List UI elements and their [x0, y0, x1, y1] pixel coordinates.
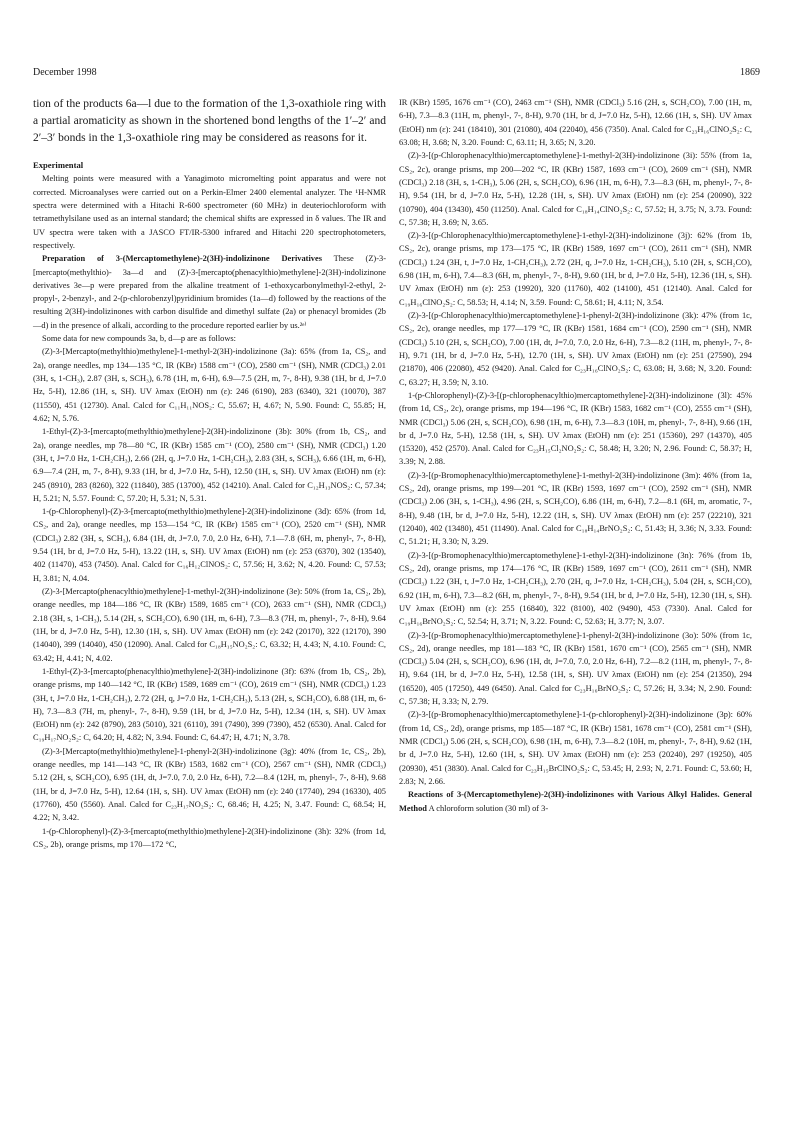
experimental-paragraph: Melting points were measured with a Yanagimoto micromelting point apparatus and were not corrected. Microanalyses were carried out on a Perkin-Elmer 2400 elemental analyzer. The ¹H-NMR spectra were determined with a Hitachi R-600 spectrometer (60 MHz) in deuteriochloroform with tetramethylsilane used as an internal standard; the chemical shifts are expressed in δ values. The IR and UV spectra were taken with a JASCO FT/IR-5300 infrared and Hitachi 220 spectrophotometers, respectively.: [33, 174, 386, 250]
compound-3h-continued: IR (KBr) 1595, 1676 cm⁻¹ (CO), 2463 cm⁻¹ (SH), NMR (CDCl₃) 5.16 (2H, s, SCH₂CO), 7.00 (1H, m, 6-H), 7.3—8.3 (11H, m, phenyl-, 7-, 8-H), 9.70 (1H, br d, J=7.0 Hz, 5-H), 12.66 (1H, s, SH). UV λmax (EtOH) nm (ε): 241 (18410), 301 (21080), 404 (22040), 456 (7350). Anal. Calcd for C₂₃H₁₆ClNO₂S₂: C, 63.08; H, 3.68; N, 3.20. Found: C, 63.11; H, 3.65; N, 3.20.: [399, 98, 752, 147]
preparation-heading: Preparation of 3-(Mercaptomethylene)-2(3H)-indolizinone Derivatives: [42, 254, 322, 264]
compound-3p-paragraph: (Z)-3-[(p-Bromophenacylthio)mercaptomethylene]-1-(p-chlorophenyl)-2(3H)-indolizinone (3p): 60% (from 1d, CS₂, 2d), orange prisms, mp 185—187 °C, IR (KBr) 1581, 1678 cm⁻¹ (CO), 2581 cm⁻¹ (SH), NMR (CDCl₃) 5.06 (2H, s, SCH₂CO), 6.98 (1H, m, 6-H), 7.3—8.2 (10H, m, phenyl-, 7-, 8-H), 9.62 (1H, br d, J=7.0 Hz, 5-H), 12.60 (1H, s, SH). UV λmax (EtOH) nm (ε): 253 (20240), 297 (19250), 405 (20930), 451 (3830). Anal. Calcd for C₂₃H₁₅BrClNO₂S₂: C, 53.45; H, 2.93; N, 2.71. Found: C, 53.60; H, 2.83; N, 2.66.: [399, 710, 752, 786]
compound-3o-paragraph: (Z)-3-[(p-Bromophenacylthio)mercaptomethylene]-1-phenyl-2(3H)-indolizinone (3o): 50% (from 1c, CS₂, 2d), orange needles, mp 181—183 °C, IR (KBr) 1581, 1670 cm⁻¹ (CO), 2565 cm⁻¹ (SH), NMR (CDCl₃) 5.04 (2H, s, SCH₂CO), 6.96 (1H, dt, J=7.0, 7.0, 2.0 Hz, 6-H), 7.2—8.2 (11H, m, phenyl-, 7-, 8-H), 9.64 (1H, br d, J=7.0 Hz, 5-H), 12.58 (1H, s, SH). UV λmax (EtOH) nm (ε): 254 (21350), 294 (16520), 405 (17250), 449 (6450). Anal. Calcd for C₂₃H₁₆BrNO₂S₂: C, 57.26; H, 3.34; N, 2.90. Found: C, 57.38; H, 3.33; N, 2.79.: [399, 630, 752, 707]
right-column: [399, 96, 752, 815]
compound-3f-paragraph: 1-Ethyl-(Z)-3-[mercapto(phenacylthio)methylene]-2(3H)-indolizinone (3f): 63% (from 1b, CS₂, 2b), orange prisms, mp 140—142 °C, IR (KBr) 1589, 1689 cm⁻¹ (CO), 2619 cm⁻¹ (SH), NMR (CDCl₃) 1.23 (3H, t, J=7.0 Hz, 1-CH₂CH₃), 2.72 (2H, q, J=7.0 Hz, 1-CH₂CH₃), 5.13 (2H, s, SCH₂CO), 6.88 (1H, m, 6-H), 7.3—8.3 (7H, m, phenyl-, 7-, 8-H), 9.59 (1H, br d, J=7.0 Hz, 5-H), 12.34 (1H, s, SH). UV λmax (EtOH) nm (ε): 242 (8790), 283 (5010), 321 (6110), 391 (7490), 399 (7390), 452 (6530). Anal. Calcd for C₁₉H₁₇NO₂S₂: C, 64.20; H, 4.82; N, 3.94. Found: C, 64.47; H, 4.71; N, 3.78.: [33, 666, 386, 743]
running-header-date: December 1998: [33, 67, 97, 78]
compound-3l-paragraph: 1-(p-Chlorophenyl)-(Z)-3-[(p-chlorophenacylthio)mercaptomethylene]-2(3H)-indolizinone (3l): 45% (from 1d, CS₂, 2c), orange prisms, mp 194—196 °C, IR (KBr) 1583, 1682 cm⁻¹ (CO), 2555 cm⁻¹ (SH), NMR (CDCl₃) 5.06 (2H, s, SCH₂CO), 6.98 (1H, m, 6-H), 7.3—8.3 (10H, m, phenyl-, 7-, 8-H), 9.66 (1H, br d, J=7.0 Hz, 5-H), 12.58 (1H, s, SH). UV λmax (EtOH) nm (ε): 251 (15360), 297 (14370), 405 (15320), 452 (2570). Anal. Calcd for C₂₃H₁₅Cl₂NO₂S₂: C, 58.48; H, 3.20; N, 2.96. Found: C, 58.37; H, 3.39; N, 2.88.: [399, 390, 752, 467]
experimental-heading: Experimental: [33, 160, 84, 170]
compound-3d-paragraph: 1-(p-Chlorophenyl)-(Z)-3-[mercapto(methylthio)methylene]-2(3H)-indolizinone (3d): 65% (from 1d, CS₂, and 2a), orange needles, mp 153—154 °C, IR (KBr) 1585 cm⁻¹ (CO), 2520 cm⁻¹ (SH), NMR (CDCl₃) 2.82 (3H, s, SCH₃), 6.84 (1H, dt, J=7.0, 7.0, 2.0 Hz, 6-H), 7.1—7.8 (6H, m, phenyl-, 7-, 8-H), 9.54 (1H, br d, J=7.0 Hz, 5-H), 13.22 (1H, s, SH). UV λmax (EtOH) nm (ε): 253 (6370), 302 (13540), 402 (11470), 453 (7450). Anal. Calcd for C₁₆H₁₂ClNOS₂: C, 57.56; H, 3.62; N, 4.20. Found: C, 57.53; H, 3.81; N, 4.04.: [33, 507, 386, 583]
left-column: [33, 96, 386, 851]
preparation-paragraph: These (Z)-3-[mercapto(methylthio)- 3a—d and (Z)-3-[mercapto(phenacylthio)methylene]-2(3H)-indolizinone derivatives 3e—p were prepared from the alkaline treatment of 1-ethoxycarbonylmethyl-2-ethyl, 2-propyl-, 2-benzyl-, and 2-(p-chlorobenzyl)pyridinium bromides (1a—d) followed by the reactions of the resulting 2(3H)-indolizinones with carbon disulfide and dimethyl sulfate (2a) or phenacyl bromides (2b—d) in the presence of alkali, according to the procedure reported earlier by us.²ᵉ⁾: [33, 254, 386, 330]
reactions-paragraph: A chloroform solution (30 ml) of 3-: [428, 803, 549, 813]
page-number: 1869: [740, 67, 760, 78]
compound-3k-paragraph: (Z)-3-[(p-Chlorophenacylthio)mercaptomethylene]-1-phenyl-2(3H)-indolizinone (3k): 47% (from 1c, CS₂, 2c), orange needles, mp 177—179 °C, IR (KBr) 1581, 1684 cm⁻¹ (CO), 2590 cm⁻¹ (SH), NMR (CDCl₃) 5.10 (2H, s, SCH₂CO), 7.00 (1H, dt, J=7.0, 7.0, 2.0 Hz, 6-H), 7.3—8.2 (11H, m, phenyl-, 7-, 8-H), 9.71 (1H, br d, J=7.0 Hz, 5-H), 12.70 (1H, s, SH). UV λmax (EtOH) nm (ε): 251 (27590), 294 (21870), 406 (22080), 452 (9420). Anal. Calcd for C₂₃H₁₆ClNO₂S₂: C, 63.08; H, 3.68; N, 3.20. Found: C, 63.27; H, 3.59; N, 3.10.: [399, 311, 752, 387]
compound-3i-paragraph: (Z)-3-[(p-Chlorophenacylthio)mercaptomethylene]-1-methyl-2(3H)-indolizinone (3i): 55% (from 1a, CS₂, 2c), orange prisms, mp 200—202 °C, IR (KBr) 1587, 1693 cm⁻¹ (CO), 2609 cm⁻¹ (SH), NMR (CDCl₃) 2.18 (3H, s, 1-CH₃), 5.06 (2H, s, SCH₂CO), 6.96 (1H, m, 6-H), 7.3—8.3 (6H, m, phenyl-, 7-, 8-H), 9.54 (1H, br d, J=7.0 Hz, 5-H), 12.28 (1H, s, SH). UV λmax (EtOH) nm (ε): 254 (20090), 322 (10790), 404 (13430), 450 (11250). Anal. Calcd for C₁₈H₁₄ClNO₂S₂: C, 57.52; H, 3.75; N, 3.73. Found: C, 57.38; H, 3.69; N, 3.65.: [399, 151, 752, 227]
some-data-paragraph: Some data for new compounds 3a, b, d—p are as follows:: [42, 334, 236, 344]
compound-3a-paragraph: (Z)-3-[Mercapto(methylthio)methylene]-1-methyl-2(3H)-indolizinone (3a): 65% (from 1a, CS₂, and 2a), orange needles, mp 134—135 °C, IR (KBr) 1588 cm⁻¹ (CO), 2580 cm⁻¹ (SH), NMR (CDCl₃) 2.01 (3H, s, 1-CH₃), 2.87 (3H, s, SCH₃), 6.78 (1H, m, 6-H), 6.9—7.5 (2H, m, 7-, 8-H), 9.38 (1H, br d, J=7.0 Hz, 5-H), 12.86 (1H, s, SH). UV λmax (EtOH) nm (ε): 246 (6190), 283 (6340), 321 (10070), 387 (11550), 451 (12730). Anal. Calcd for C₁₁H₁₁NOS₂: C, 55.67; H, 4.67; N, 5.90. Found: C, 55.85; H, 4.62; N, 5.76.: [33, 347, 386, 423]
compound-3g-paragraph: (Z)-3-[Mercapto(methylthio)methylene]-1-phenyl-2(3H)-indolizinone (3g): 40% (from 1c, CS₂, 2b), orange needles, mp 141—143 °C, IR (KBr) 1583, 1682 cm⁻¹ (CO), 2567 cm⁻¹ (SH), NMR (CDCl₃) 5.12 (2H, s, SCH₂CO), 6.95 (1H, dt, J=7.0, 7.0, 2.0 Hz, 6-H), 7.2—8.4 (12H, m, phenyl-, 7-, 8-H), 9.68 (1H, br d, J=7.0 Hz, 5-H), 12.64 (1H, s, SH). UV λmax (EtOH) nm (ε): 240 (17740), 294 (16330), 405 (17760), 450 (5560). Anal. Calcd for C₂₃H₁₇NO₂S₂: C, 68.46; H, 4.25; N, 3.47. Found: C, 68.54; H, 4.22; N, 3.42.: [33, 746, 386, 823]
compound-3n-paragraph: (Z)-3-[(p-Bromophenacylthio)mercaptomethylene]-1-ethyl-2(3H)-indolizinone (3n): 76% (from 1b, CS₂, 2d), orange prisms, mp 174—176 °C, IR (KBr) 1589, 1697 cm⁻¹ (CO), 2611 cm⁻¹ (SH), NMR (CDCl₃) 1.22 (3H, t, J=7.0 Hz, 1-CH₂CH₃), 2.70 (2H, q, J=7.0 Hz, 1-CH₂CH₃), 5.04 (2H, s, SCH₂CO), 6.92 (1H, m, 6-H), 7.3—8.2 (6H, m, phenyl-, 7-, 8-H), 9.54 (1H, br d, J=7.0 Hz, 5-H), 12.30 (1H, s, SH). UV λmax (EtOH) nm (ε): 255 (16840), 322 (8100), 402 (9490), 453 (7330). Anal. Calcd for C₁₉H₁₆BrNO₂S₂: C, 52.54; H, 3.71; N, 3.22. Found: C, 52.63; H, 3.77; N, 3.07.: [399, 550, 752, 627]
compound-3j-paragraph: (Z)-3-[(p-Chlorophenacylthio)mercaptomethylene]-1-ethyl-2(3H)-indolizinone (3j): 62% (from 1b, CS₂, 2c), orange prisms, mp 173—175 °C, IR (KBr) 1589, 1697 cm⁻¹ (CO), 2611 cm⁻¹ (SH), NMR (CDCl₃) 1.24 (3H, t, J=7.0 Hz, 1-CH₂CH₃), 2.72 (2H, q, J=7.0 Hz, 1-CH₂CH₃), 5.10 (2H, s, SCH₂CO), 6.98 (1H, m, 6-H), 7.4—8.3 (6H, m, phenyl-, 7-, 8-H), 9.60 (1H, br d, J=7.0 Hz, 5-H), 12.36 (1H, s, SH). UV λmax (EtOH) nm (ε): 253 (19920), 320 (11760), 402 (14100), 451 (12140). Anal. Calcd for C₁₉H₁₆ClNO₂S₂: C, 58.53; H, 4.14; N, 3.59. Found: C, 58.61; H, 4.11; N, 3.54.: [399, 231, 752, 307]
compound-3e-paragraph: (Z)-3-[Mercapto(phenacylthio)methylene]-1-methyl-2(3H)-indolizinone (3e): 50% (from 1a, CS₂, 2b), orange needles, mp 184—186 °C, IR (KBr) 1589, 1685 cm⁻¹ (CO), 2633 cm⁻¹ (SH), NMR (CDCl₃) 2.18 (3H, s, 1-CH₃), 5.14 (2H, s, SCH₂CO), 6.90 (1H, m, 6-H), 7.3—8.3 (7H, m, phenyl-, 7-, 8-H), 9.64 (1H, br d, J=7.0 Hz, 5-H), 12.30 (1H, s, SH). UV λmax (EtOH) nm (ε): 242 (20170), 322 (12170), 390 (14040), 399 (14040), 450 (12090). Anal. Calcd for C₁₈H₁₅NO₂S₂: C, 63.32; H, 4.43; N, 4.10. Found: C, 63.42; H, 4.41; N, 4.02.: [33, 587, 386, 663]
compound-3m-paragraph: (Z)-3-[(p-Bromophenacylthio)mercaptomethylene]-1-methyl-2(3H)-indolizinone (3m): 46% (from 1a, CS₂, 2d), orange prisms, mp 199—201 °C, IR (KBr) 1593, 1697 cm⁻¹ (CO), 2592 cm⁻¹ (SH), NMR (CDCl₃) 2.06 (3H, s, 1-CH₃), 4.96 (2H, s, SCH₂CO), 6.86 (1H, m, 6-H), 7.2—8.1 (6H, m, aromatic, 7-, 8-H), 9.48 (1H, br d, J=7.0 Hz, 5-H), 12.22 (1H, s, SH). UV λmax (EtOH) nm (ε): 257 (22210), 321 (12040), 402 (13480), 451 (11490). Anal. Calcd for C₁₈H₁₄BrNO₂S₂: C, 51.43; H, 3.36; N, 3.33. Found: C, 51.21; H, 3.30; N, 3.29.: [399, 470, 752, 547]
compound-3b-paragraph: 1-Ethyl-(Z)-3-[mercapto(methylthio)methylene]-2(3H)-indolizinone (3b): 30% (from 1b, CS₂, and 2a), orange needles, mp 78—80 °C, IR (KBr) 1585 cm⁻¹ (CO), 2580 cm⁻¹ (SH), NMR (CDCl₃) 1.20 (3H, t, J=7.0 Hz, 1-CH₂CH₃), 2.66 (2H, q, J=7.0 Hz, 1-CH₂CH₃), 2.83 (3H, s, SCH₃), 6.66 (1H, m, 6-H), 6.9—7.4 (2H, m, 7-, 8-H), 9.33 (1H, br d, J=7.0 Hz, 5-H), 12.50 (1H, s, SH). UV λmax (EtOH) nm (ε): 245 (8910), 283 (8260), 322 (11840), 385 (13700), 452 (14210). Anal. Calcd for C₁₂H₁₃NOS₂: C, 57.34; H, 5.21; N, 5.57. Found: C, 57.20; H, 5.31; N, 5.31.: [33, 427, 386, 503]
reactions-heading: Reactions of 3-(Mercaptomethylene)-2(3H)-indolizinones with Various Alkyl Halides. General Method: [399, 790, 752, 813]
intro-paragraph: tion of the products 6a—l due to the formation of the 1,3-oxathiole ring with a partial aromaticity as shown in the shortened bond lengths of the 1′–2′ and 2′–3′ bonds in the 1,3-oxathiole ring may be considered as reasons for it.: [33, 98, 386, 144]
compound-3h-paragraph: 1-(p-Chlorophenyl)-(Z)-3-[mercapto(methylthio)methylene]-2(3H)-indolizinone (3h): 32% (from 1d, CS₂, 2b), orange prisms, mp 170—172 °C,: [33, 826, 386, 849]
